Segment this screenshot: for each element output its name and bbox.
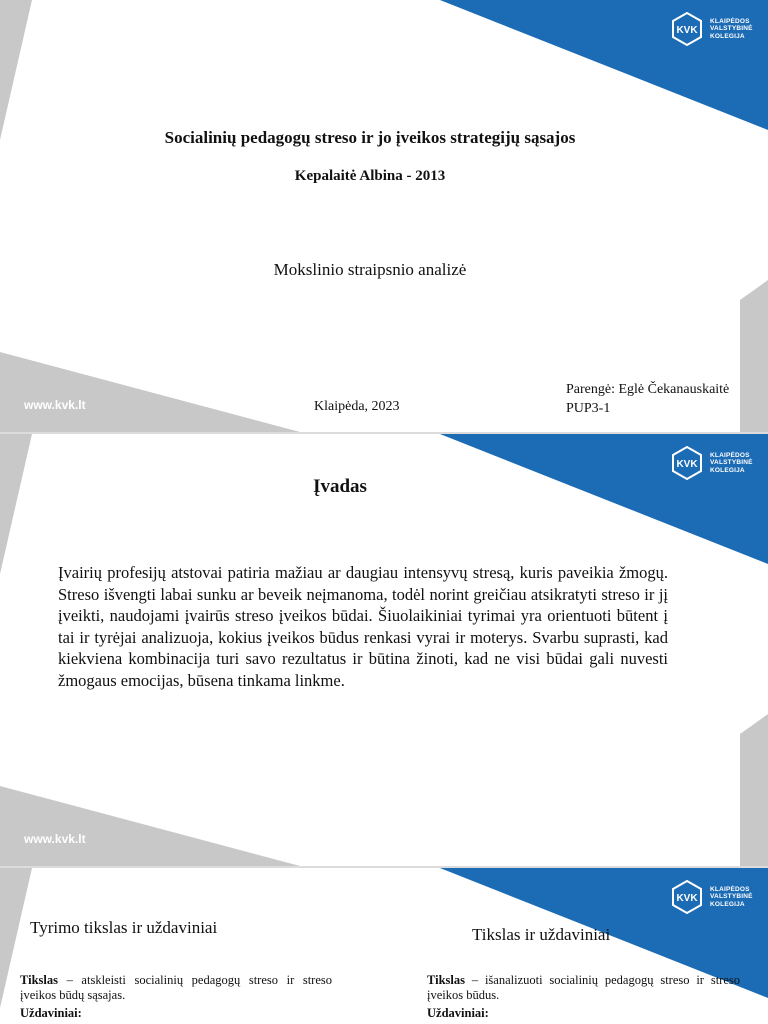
kvk-logo	[670, 12, 753, 46]
kvk-logo	[670, 880, 753, 914]
aim-text: – atskleisti socialinių pedagogų streso ir streso įveikos būdų sąsajas.	[20, 973, 332, 1002]
aim-text: – išanalizuoti socialinių pedagogų streso ir streso įveikos būdus.	[427, 973, 740, 1002]
prepared-by	[566, 380, 729, 418]
right-aim	[427, 973, 740, 1003]
kvk-logo-icon	[670, 12, 704, 46]
aims-tasks-title: Tikslas ir uždaviniai	[472, 925, 611, 944]
website-url[interactable]: www.kvk.lt	[24, 832, 86, 846]
student-group: PUP3-1	[566, 401, 611, 416]
logo-text: KLAIPĖDOS VALSTYBINĖ KOLEGIJA	[710, 451, 753, 474]
intro-heading: Įvadas	[313, 476, 367, 497]
left-aims-column	[20, 973, 332, 1021]
top-left-gray-stripe	[0, 0, 32, 140]
left-aim	[20, 973, 332, 1003]
research-aims-title: Tyrimo tikslas ir uždaviniai	[30, 918, 218, 937]
svg-text:KVK: KVK	[676, 459, 698, 470]
slide-title	[0, 0, 768, 432]
article-author-year: Kepalaitė Albina - 2013	[294, 168, 446, 184]
svg-text:KVK: KVK	[676, 893, 698, 904]
website-url[interactable]: www.kvk.lt	[24, 398, 86, 412]
logo-text: KLAIPĖDOS VALSTYBINĖ KOLEGIJA	[710, 885, 753, 908]
logo-text: KLAIPĖDOS VALSTYBINĖ KOLEGIJA	[710, 17, 753, 40]
presentation-title: Socialinių pedagogų streso ir jo įveikos strategijų sąsajos	[164, 128, 576, 147]
kvk-logo-icon	[670, 880, 704, 914]
slide-decoration	[0, 0, 768, 432]
bottom-left-gray-band	[0, 352, 300, 432]
presentation-subtitle: Mokslinio straipsnio analizė	[273, 260, 467, 279]
right-aims-column	[427, 973, 740, 1021]
right-gray-stripe	[740, 280, 768, 432]
aim-label: Tikslas	[20, 973, 58, 987]
tasks-label: Uždaviniai:	[427, 1006, 489, 1020]
place-year: Klaipėda, 2023	[314, 399, 400, 414]
slide-aims-tasks	[0, 868, 768, 1024]
intro-body: Įvairių profesijų atstovai patiria mažiau ar daugiau intensyvų stresą, kuris paveikia žmogų. Streso išvengti labai sunku ar beveik neįmanoma, todėl norint greičiau atsikratyti streso ir jį įveikti, naudojami įvairūs streso įveikos būdai. Šiuolaikiniai tyrimai yra orientuoti būtent į tai ir tyrėjai analizuoja, kokius įveikos būdus renkasi vyrai ir moterys. Svarbu suprasti, kad kiekviena kombinacija turi savo rezultatus ir būtina žinoti, kad ne visi būdai gali nuvesti žmogaus emocijas, būsena tinkama linkme.	[58, 563, 668, 690]
aim-label: Tikslas	[427, 973, 465, 987]
slide-introduction	[0, 434, 768, 866]
tasks-label: Uždaviniai:	[20, 1006, 82, 1020]
kvk-logo-icon	[670, 446, 704, 480]
kvk-logo	[670, 446, 753, 480]
svg-text:KVK: KVK	[676, 25, 698, 36]
prepared-by-name: Parengė: Eglė Čekanauskaitė	[566, 382, 730, 397]
